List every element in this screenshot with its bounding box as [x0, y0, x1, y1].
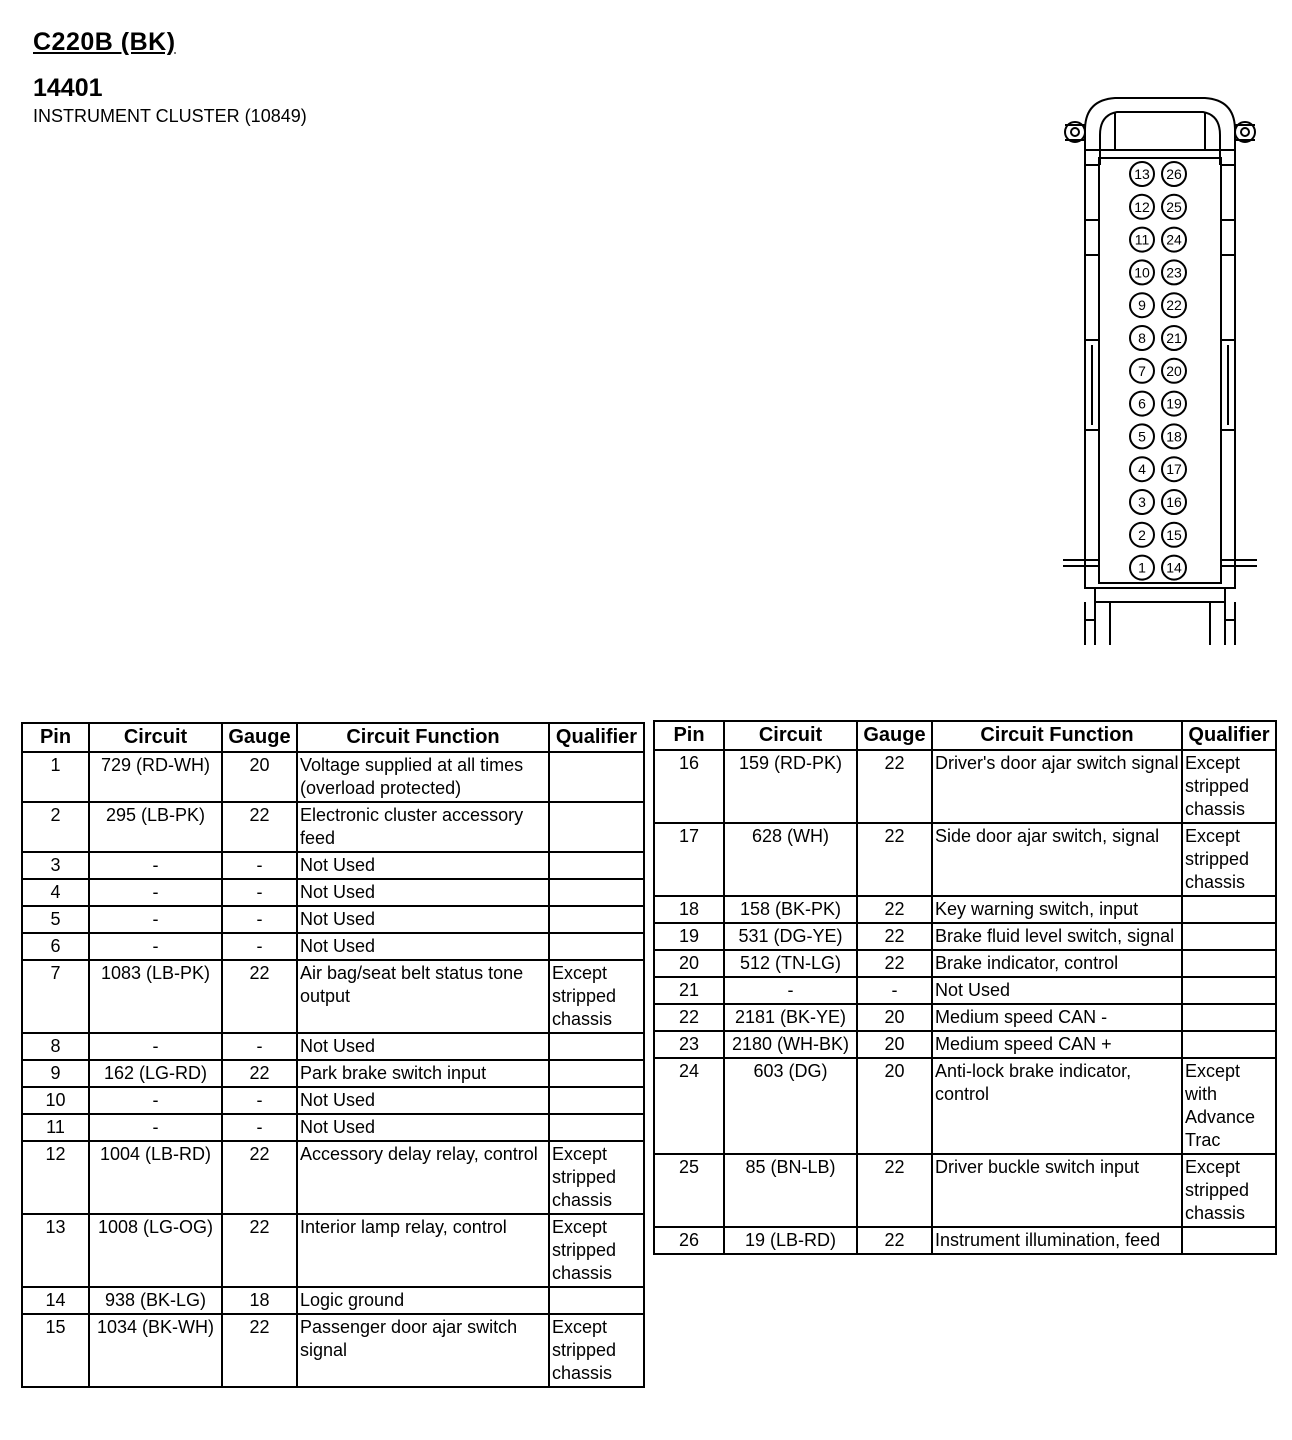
circuit-cell: -	[89, 852, 222, 879]
pinout-table-left	[21, 722, 645, 1388]
qualifier-cell	[549, 1060, 644, 1087]
pin-cell: 7	[22, 960, 89, 1033]
circuit-cell: -	[724, 977, 857, 1004]
connector-title: C220B (BK)	[33, 28, 176, 56]
function-cell: Instrument illumination, feed	[932, 1227, 1182, 1254]
table-row	[654, 823, 1276, 896]
gauge-cell: 22	[222, 802, 297, 852]
pin-cell: 14	[22, 1287, 89, 1314]
qualifier-cell	[1182, 950, 1276, 977]
header-circuit-function: Circuit Function	[932, 721, 1182, 750]
table-row	[22, 960, 644, 1033]
circuit-cell: 19 (LB-RD)	[724, 1227, 857, 1254]
table-row	[22, 1141, 644, 1214]
pin-label: 18	[1166, 428, 1182, 445]
circuit-cell: 162 (LG-RD)	[89, 1060, 222, 1087]
table-body-right	[654, 750, 1276, 1254]
header-circuit: Circuit	[724, 721, 857, 750]
gauge-cell: 22	[222, 960, 297, 1033]
table-header-row	[22, 723, 644, 752]
table-row	[654, 896, 1276, 923]
gauge-cell: 22	[222, 1314, 297, 1387]
gauge-cell: -	[222, 1114, 297, 1141]
circuit-cell: 603 (DG)	[724, 1058, 857, 1154]
pin-label: 15	[1166, 526, 1182, 543]
part-number: 14401	[33, 74, 103, 102]
qualifier-cell	[549, 752, 644, 802]
header-qualifier: Qualifier	[549, 723, 644, 752]
function-cell: Medium speed CAN -	[932, 1004, 1182, 1031]
table-row	[22, 1287, 644, 1314]
header-pin: Pin	[22, 723, 89, 752]
pin-label: 11	[1134, 231, 1150, 248]
gauge-cell: 22	[222, 1141, 297, 1214]
circuit-cell: 1008 (LG-OG)	[89, 1214, 222, 1287]
pin-cell: 25	[654, 1154, 724, 1227]
header-circuit: Circuit	[89, 723, 222, 752]
component-description: INSTRUMENT CLUSTER (10849)	[33, 106, 307, 126]
pin-cell: 11	[22, 1114, 89, 1141]
pin-cell: 22	[654, 1004, 724, 1031]
pin-label: 4	[1138, 461, 1146, 478]
table-body-left	[22, 752, 644, 1387]
table-row	[654, 750, 1276, 823]
gauge-cell: 18	[222, 1287, 297, 1314]
function-cell: Driver's door ajar switch signal	[932, 750, 1182, 823]
qualifier-cell	[1182, 977, 1276, 1004]
circuit-cell: 1004 (LB-RD)	[89, 1141, 222, 1214]
gauge-cell: 20	[857, 1058, 932, 1154]
pin-cell: 26	[654, 1227, 724, 1254]
qualifier-cell	[549, 879, 644, 906]
pin-label: 14	[1166, 559, 1182, 576]
circuit-cell: 1034 (BK-WH)	[89, 1314, 222, 1387]
function-cell: Passenger door ajar switch signal	[297, 1314, 549, 1387]
function-cell: Brake indicator, control	[932, 950, 1182, 977]
table-row	[22, 879, 644, 906]
pin-cell: 12	[22, 1141, 89, 1214]
table-row	[654, 977, 1276, 1004]
pin-label: 8	[1138, 330, 1146, 346]
circuit-cell: 1083 (LB-PK)	[89, 960, 222, 1033]
table-row	[654, 950, 1276, 977]
header-gauge: Gauge	[857, 721, 932, 750]
table-row	[22, 1214, 644, 1287]
table-row	[22, 1033, 644, 1060]
pin-label: 16	[1166, 494, 1182, 510]
gauge-cell: -	[222, 933, 297, 960]
connector-face-diagram	[1055, 90, 1265, 655]
pin-cell: 10	[22, 1087, 89, 1114]
gauge-cell: 22	[857, 1227, 932, 1254]
pin-cell: 4	[22, 879, 89, 906]
gauge-cell: 22	[857, 896, 932, 923]
gauge-cell: -	[222, 1087, 297, 1114]
circuit-cell: 85 (BN-LB)	[724, 1154, 857, 1227]
table-row	[654, 923, 1276, 950]
pin-cell: 2	[22, 802, 89, 852]
table-row	[22, 906, 644, 933]
pin-label: 5	[1138, 428, 1146, 445]
pin-cell: 17	[654, 823, 724, 896]
gauge-cell: 22	[222, 1060, 297, 1087]
pin-label: 20	[1166, 362, 1182, 379]
function-cell: Driver buckle switch input	[932, 1154, 1182, 1227]
pinout-table-right	[653, 720, 1277, 1255]
pin-cell: 13	[22, 1214, 89, 1287]
qualifier-cell: Except stripped chassis	[549, 1214, 644, 1287]
circuit-cell: -	[89, 879, 222, 906]
function-cell: Not Used	[297, 879, 549, 906]
pin-label: 6	[1138, 395, 1146, 412]
qualifier-cell	[549, 933, 644, 960]
function-cell: Brake fluid level switch, signal	[932, 923, 1182, 950]
gauge-cell: 22	[857, 750, 932, 823]
table-row	[654, 1154, 1276, 1227]
table-row	[654, 1004, 1276, 1031]
circuit-cell: -	[89, 933, 222, 960]
gauge-cell: 20	[857, 1031, 932, 1058]
pin-label: 10	[1134, 264, 1150, 281]
pin-label: 7	[1138, 362, 1146, 379]
table-row	[654, 1031, 1276, 1058]
circuit-cell: 2180 (WH-BK)	[724, 1031, 857, 1058]
pin-label: 22	[1166, 297, 1182, 314]
pin-label: 9	[1138, 297, 1146, 314]
pin-label: 23	[1166, 264, 1182, 281]
gauge-cell: -	[222, 879, 297, 906]
pin-label: 19	[1166, 395, 1182, 412]
header-circuit-function: Circuit Function	[297, 723, 549, 752]
pin-cell: 18	[654, 896, 724, 923]
function-cell: Anti-lock brake indicator, control	[932, 1058, 1182, 1154]
function-cell: Air bag/seat belt status tone output	[297, 960, 549, 1033]
pin-cell: 3	[22, 852, 89, 879]
qualifier-cell	[549, 852, 644, 879]
circuit-cell: 295 (LB-PK)	[89, 802, 222, 852]
function-cell: Voltage supplied at all times (overload protected)	[297, 752, 549, 802]
function-cell: Side door ajar switch, signal	[932, 823, 1182, 896]
table-row	[654, 1058, 1276, 1154]
qualifier-cell	[549, 802, 644, 852]
circuit-cell: 628 (WH)	[724, 823, 857, 896]
qualifier-cell	[549, 1033, 644, 1060]
qualifier-cell	[1182, 923, 1276, 950]
pin-cell: 5	[22, 906, 89, 933]
gauge-cell: -	[222, 906, 297, 933]
pin-cell: 8	[22, 1033, 89, 1060]
qualifier-cell	[1182, 1227, 1276, 1254]
pin-label: 2	[1138, 526, 1146, 543]
pin-cell: 16	[654, 750, 724, 823]
qualifier-cell	[1182, 1031, 1276, 1058]
function-cell: Accessory delay relay, control	[297, 1141, 549, 1214]
pin-label: 26	[1166, 166, 1182, 182]
table-row	[22, 1114, 644, 1141]
qualifier-cell: Except stripped chassis	[549, 1141, 644, 1214]
circuit-cell: -	[89, 1033, 222, 1060]
pin-cell: 24	[654, 1058, 724, 1154]
pin-cell: 21	[654, 977, 724, 1004]
function-cell: Not Used	[297, 1087, 549, 1114]
function-cell: Park brake switch input	[297, 1060, 549, 1087]
qualifier-cell	[1182, 1004, 1276, 1031]
qualifier-cell	[1182, 896, 1276, 923]
pin-label: 1	[1138, 559, 1146, 576]
gauge-cell: -	[222, 852, 297, 879]
header-qualifier: Qualifier	[1182, 721, 1276, 750]
gauge-cell: 22	[222, 1214, 297, 1287]
qualifier-cell: Except with Advance Trac	[1182, 1058, 1276, 1154]
circuit-cell: 159 (RD-PK)	[724, 750, 857, 823]
function-cell: Electronic cluster accessory feed	[297, 802, 549, 852]
circuit-cell: 938 (BK-LG)	[89, 1287, 222, 1314]
pin-label: 25	[1166, 198, 1182, 215]
pin-label: 3	[1138, 494, 1146, 510]
circuit-cell: 512 (TN-LG)	[724, 950, 857, 977]
qualifier-cell: Except stripped chassis	[1182, 1154, 1276, 1227]
qualifier-cell	[549, 1287, 644, 1314]
function-cell: Not Used	[297, 1033, 549, 1060]
gauge-cell: 22	[857, 823, 932, 896]
table-row	[22, 1314, 644, 1387]
pin-label: 13	[1134, 166, 1150, 182]
function-cell: Not Used	[932, 977, 1182, 1004]
function-cell: Key warning switch, input	[932, 896, 1182, 923]
pin-cell: 20	[654, 950, 724, 977]
gauge-cell: 22	[857, 950, 932, 977]
table-row	[22, 752, 644, 802]
function-cell: Not Used	[297, 906, 549, 933]
pin-cell: 23	[654, 1031, 724, 1058]
pin-label: 12	[1134, 198, 1150, 215]
table-row	[22, 1060, 644, 1087]
gauge-cell: -	[857, 977, 932, 1004]
pin-cell: 19	[654, 923, 724, 950]
pin-cell: 6	[22, 933, 89, 960]
circuit-cell: -	[89, 906, 222, 933]
qualifier-cell	[549, 1087, 644, 1114]
pin-label: 17	[1166, 461, 1182, 478]
function-cell: Not Used	[297, 933, 549, 960]
table-row	[22, 1087, 644, 1114]
qualifier-cell	[549, 1114, 644, 1141]
pin-cell: 15	[22, 1314, 89, 1387]
header-gauge: Gauge	[222, 723, 297, 752]
pin-label: 24	[1166, 231, 1182, 248]
function-cell: Not Used	[297, 1114, 549, 1141]
function-cell: Medium speed CAN +	[932, 1031, 1182, 1058]
circuit-cell: 2181 (BK-YE)	[724, 1004, 857, 1031]
function-cell: Not Used	[297, 852, 549, 879]
qualifier-cell: Except stripped chassis	[549, 1314, 644, 1387]
table-header-row	[654, 721, 1276, 750]
qualifier-cell: Except stripped chassis	[1182, 750, 1276, 823]
circuit-cell: 531 (DG-YE)	[724, 923, 857, 950]
table-row	[22, 802, 644, 852]
qualifier-cell: Except stripped chassis	[1182, 823, 1276, 896]
gauge-cell: 20	[857, 1004, 932, 1031]
circuit-cell: 729 (RD-WH)	[89, 752, 222, 802]
qualifier-cell: Except stripped chassis	[549, 960, 644, 1033]
circuit-cell: -	[89, 1114, 222, 1141]
circuit-cell: 158 (BK-PK)	[724, 896, 857, 923]
pin-label: 21	[1166, 330, 1182, 346]
gauge-cell: 20	[222, 752, 297, 802]
pin-cell: 1	[22, 752, 89, 802]
table-row	[22, 852, 644, 879]
gauge-cell: 22	[857, 923, 932, 950]
function-cell: Logic ground	[297, 1287, 549, 1314]
header-pin: Pin	[654, 721, 724, 750]
qualifier-cell	[549, 906, 644, 933]
connector-pins	[1130, 162, 1186, 580]
function-cell: Interior lamp relay, control	[297, 1214, 549, 1287]
circuit-cell: -	[89, 1087, 222, 1114]
gauge-cell: -	[222, 1033, 297, 1060]
pin-cell: 9	[22, 1060, 89, 1087]
table-row	[654, 1227, 1276, 1254]
table-row	[22, 933, 644, 960]
gauge-cell: 22	[857, 1154, 932, 1227]
